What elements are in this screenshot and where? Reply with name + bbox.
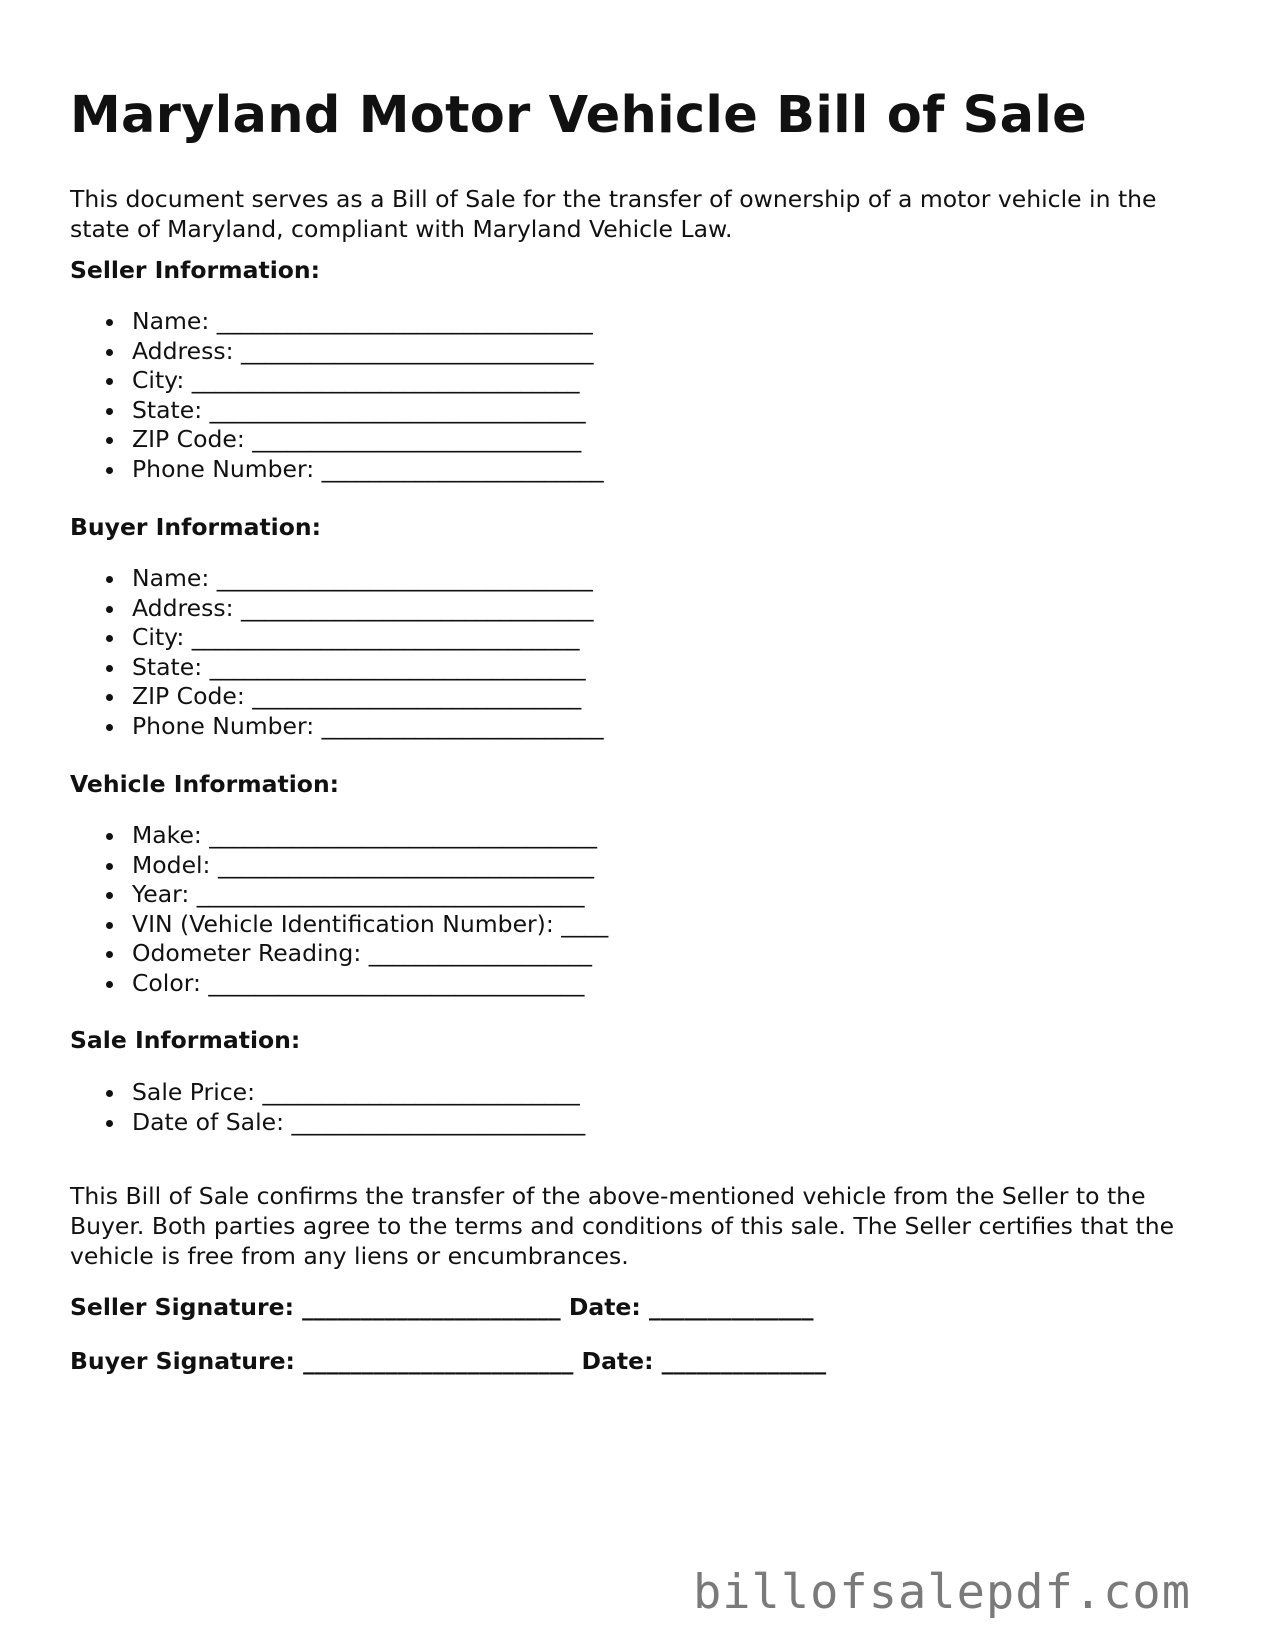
buyer-info-heading: Buyer Information: [70, 513, 322, 541]
intro-paragraph: This document serves as a Bill of Sale for the transfer of ownership of a motor vehicle in the state of Maryland, compliant with Maryland Vehicle Law. [70, 185, 1157, 243]
seller-phone-field: Phone Number: ________________________ [70, 455, 604, 485]
seller-state-field: State: ________________________________ [70, 396, 604, 426]
buyer-zip-field: ZIP Code: ____________________________ [70, 682, 604, 712]
seller-zip-field: ZIP Code: ____________________________ [70, 425, 604, 455]
buyer-phone-field: Phone Number: ________________________ [70, 712, 604, 742]
vehicle-info-heading: Vehicle Information: [70, 770, 340, 798]
sale-field-list [70, 1078, 585, 1137]
seller-address-field: Address: ______________________________ [70, 337, 604, 367]
buyer-address-field: Address: ______________________________ [70, 594, 604, 624]
seller-name-field: Name: ________________________________ [70, 307, 604, 337]
buyer-city-field: City: _________________________________ [70, 623, 604, 653]
vehicle-year-field: Year: _________________________________ [70, 880, 608, 910]
vehicle-vin-field: VIN (Vehicle Identification Number): ____ [70, 910, 608, 940]
seller-field-list [70, 307, 604, 485]
buyer-field-list [70, 564, 604, 742]
seller-city-field: City: _________________________________ [70, 366, 604, 396]
sale-info-heading: Sale Information: [70, 1026, 301, 1054]
sale-date-field: Date of Sale: _________________________ [70, 1108, 585, 1138]
vehicle-color-field: Color: ________________________________ [70, 969, 608, 999]
closing-paragraph: This Bill of Sale confirms the transfer of the above-mentioned vehicle from the Seller to the Buyer. Both parties agree to the terms and conditions of this sale. The Seller certifies that the vehicle is free from any liens or encumbrances. [70, 1182, 1175, 1270]
site-watermark: billofsalepdf.com [692, 1565, 1191, 1620]
sale-price-field: Sale Price: ___________________________ [70, 1078, 585, 1108]
vehicle-odometer-field: Odometer Reading: ___________________ [70, 939, 608, 969]
vehicle-model-field: Model: ________________________________ [70, 851, 608, 881]
page-title: Maryland Motor Vehicle Bill of Sale [70, 86, 1088, 145]
vehicle-make-field: Make: _________________________________ [70, 821, 608, 851]
vehicle-field-list [70, 821, 608, 999]
buyer-state-field: State: ________________________________ [70, 653, 604, 683]
buyer-name-field: Name: ________________________________ [70, 564, 604, 594]
seller-signature-line: Seller Signature: ______________________ Date: ______________ [70, 1293, 814, 1321]
buyer-signature-line: Buyer Signature: _______________________ Date: ______________ [70, 1347, 827, 1375]
seller-info-heading: Seller Information: [70, 256, 321, 284]
